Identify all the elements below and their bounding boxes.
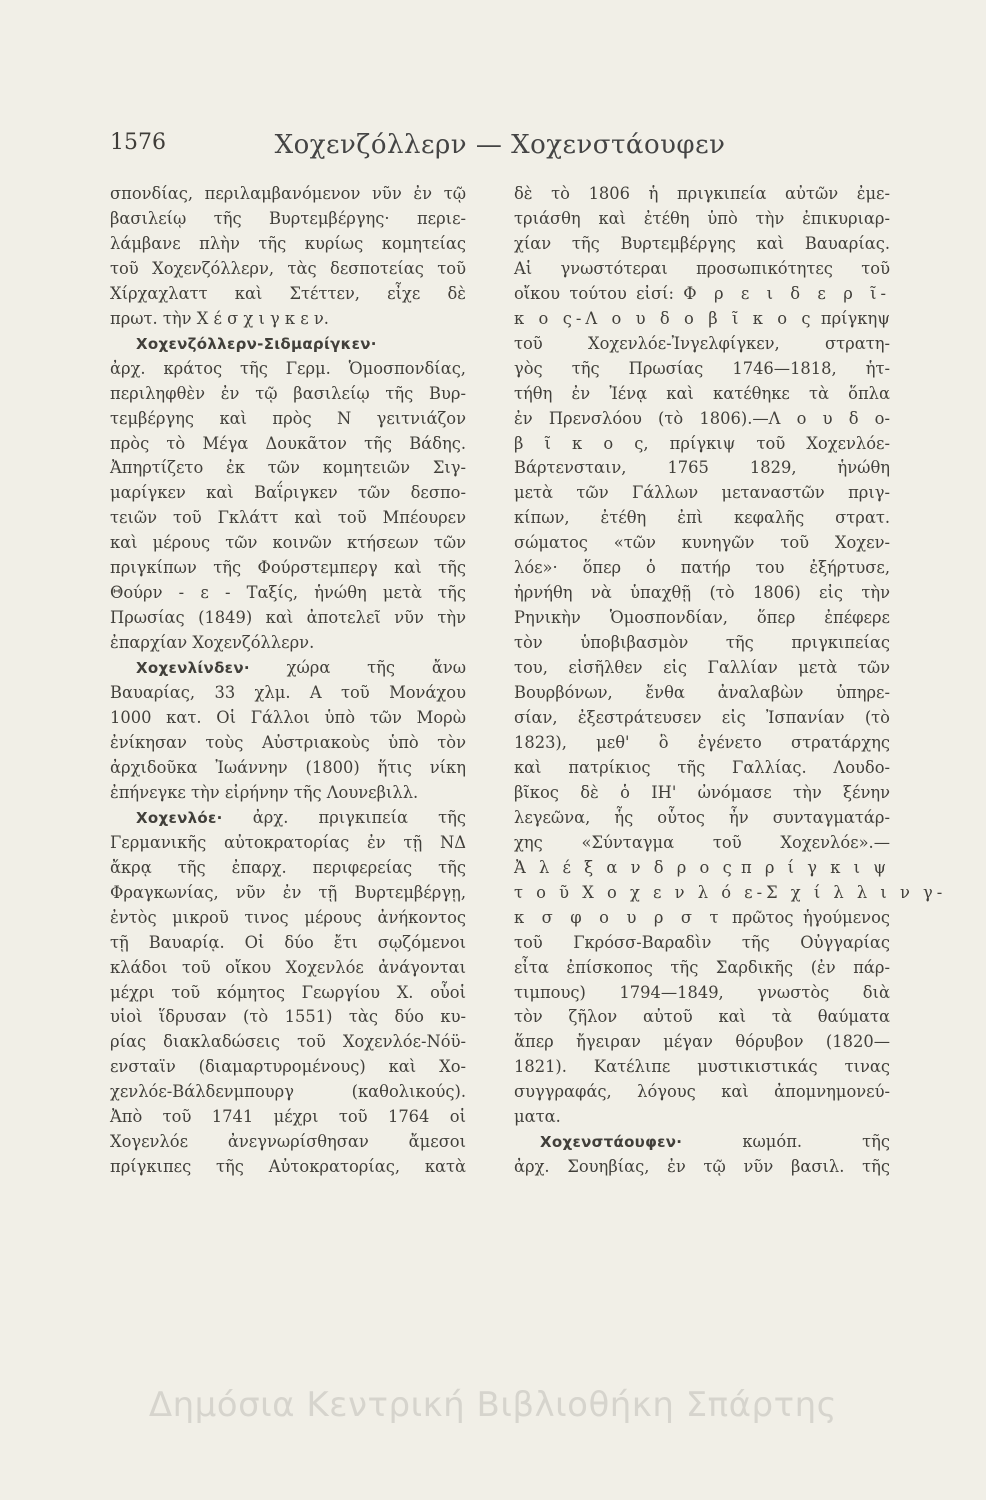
text-line: ἀρχ. Σουηβίας, ἐν τῷ νῦν βασιλ. τῆς — [514, 1157, 890, 1177]
text-line: κίπων, ἐτέθη ἐπὶ κεφαλῆς στρατ. — [514, 508, 890, 528]
text-line: Αἱ γνωστότεραι προσωπικότητες τοῦ — [514, 258, 890, 278]
text-line: σίαν, ἐξεστράτευσεν εἰς Ἰσπανίαν (τὸ — [514, 708, 890, 728]
text-line: Βαυαρίας, 33 χλμ. Α τοῦ Μονάχου — [110, 683, 466, 703]
text-line: καὶ μέρους τῶν κοινῶν κτήσεων τῶν — [110, 533, 466, 553]
entry-heading: Χοχενλίνδεν· — [136, 659, 250, 678]
text-line: ἠρνήθη νὰ ὑπαχθῇ (τὸ 1806) εἰς τὴν — [514, 583, 890, 603]
text-line: χενλόε-Βάλδενμπουργ (καθολικούς). — [110, 1082, 466, 1102]
text-line: Φραγκωνίας, νῦν ἐν τῇ Βυρτεμβέργῃ, — [110, 882, 466, 902]
text-line: βασιλείῳ τῆς Βυρτεμβέργης· περιε- — [110, 208, 466, 228]
text-line: χίαν τῆς Βυρτεμβέργης καὶ Βαυαρίας. — [514, 233, 890, 253]
text-line: μαρίγκεν καὶ Βαΐριγκεν τῶν δεσπο- — [110, 483, 466, 503]
text-line: πρὸς τὸ Μέγα Δουκᾶτον τῆς Βάδης. — [110, 433, 466, 453]
text-line: β ῖ κ ο ς, πρίγκιψ τοῦ Χοχενλόε- — [514, 433, 890, 453]
page-header — [110, 130, 890, 170]
entry-heading: Χοχενστάουφεν· — [540, 1133, 683, 1152]
text-line: Ἀπὸ τοῦ 1741 μέχρι τοῦ 1764 οἱ — [110, 1107, 466, 1127]
entry-line — [110, 806, 466, 831]
spaced-name: Φ ρ ε ι δ ε ρ ῖ- — [683, 283, 890, 303]
text-line: δὲ τὸ 1806 ἡ πριγκιπεία αὐτῶν ἐμε- — [514, 184, 890, 203]
text-line: ματα. — [514, 1107, 561, 1127]
spaced-name: τ ο ῦ Χ ο χ ε ν λ ό ε-Σ χ ί λ λ ι ν γ- — [514, 882, 947, 902]
text-line: Βουρβόνων, ἔνθα ἀναλαβὼν ὑπηρε- — [514, 683, 890, 703]
text-line — [514, 282, 890, 307]
library-watermark: Δημόσια Κεντρική Βιβλιοθήκη Σπάρτης — [148, 1385, 838, 1425]
text-line: Χογενλόε ἀνεγνωρίσθησαν ἄμεσοι — [110, 1132, 466, 1152]
text-line: ἐπήνεγκε τὴν εἰρήνην τῆς Λουνεβιλλ. — [110, 782, 419, 802]
text-line: 1823), μεθ' ὃ ἐγένετο στρατάρχης — [514, 732, 890, 752]
entry-text: κωμόπ. τῆς — [742, 1132, 890, 1152]
text-line: συγγραφάς, λόγους καὶ ἀπομνημονεύ- — [514, 1082, 890, 1102]
text-line: Βάρτενσταιν, 1765 1829, ἡνώθη — [514, 458, 890, 478]
text-line: Χίρχαχλαττ καὶ Στέττεν, εἶχε δὲ — [110, 283, 466, 303]
text-run: οἴκου τούτου εἰσί: — [514, 283, 674, 303]
left-column — [110, 182, 466, 1180]
text-line: ἀρχ. κράτος τῆς Γερμ. Ὁμοσπονδίας, — [110, 358, 466, 378]
text-line: μέχρι τοῦ κόμητος Γεωργίου Χ. οὗοἱ — [110, 982, 466, 1002]
text-line: του, εἰσῆλθεν εἰς Γαλλίαν μετὰ τῶν — [514, 658, 890, 678]
text-line: ἀρχιδοῦκα Ἰωάννην (1800) ἥτις νίκη — [110, 757, 466, 777]
text-line: βῖκος δὲ ὁ ΙΗ' ὠνόμασε τὴν ξένην — [514, 782, 890, 802]
text-line: ἐν Πρενσλόου (τὸ 1806).—Λ ο υ δ ο- — [514, 408, 890, 428]
text-run: πρίγκηψ — [820, 308, 890, 328]
page-number: 1576 — [110, 130, 166, 155]
text-line — [514, 856, 890, 881]
text-line: Θούρν - ε - Ταξίς, ἡνώθη μετὰ τῆς — [110, 583, 466, 603]
text-line — [514, 307, 890, 332]
text-line: Πρωσίας (1849) καὶ ἀποτελεῖ νῦν τὴν — [110, 608, 466, 628]
text-line: ενσταϊν (διαμαρτυρομένους) καὶ Χο- — [110, 1057, 466, 1077]
text-run: πρῶτος ἡγούμενος — [732, 907, 891, 927]
right-column — [514, 182, 947, 1180]
text-line: πρίγκιπες τῆς Αὐτοκρατορίας, κατὰ — [110, 1157, 466, 1177]
text-line: εἶτα ἐπίσκοπος τῆς Σαρδικῆς (ἐν πάρ- — [514, 957, 890, 977]
text-line: μετὰ τῶν Γάλλων μεταναστῶν πριγ- — [514, 483, 890, 503]
text-line: τῇ Βαυαρίᾳ. Οἱ δύο ἔτι σῳζόμενοι — [110, 932, 466, 952]
text-line: λόε»· ὅπερ ὁ πατήρ του ἐξήρτυσε, — [514, 558, 890, 578]
text-line: γὸς τῆς Πρωσίας 1746—1818, ἡτ- — [514, 358, 890, 378]
text-line: λάμβανε πλὴν τῆς κυρίως κομητείας — [110, 233, 466, 253]
text-line: Γερμανικῆς αὐτοκρατορίας ἐν τῇ ΝΔ — [110, 832, 466, 852]
text-line: τριάσθη καὶ ἐτέθη ὑπὸ τὴν ἐπικυριαρ- — [514, 208, 890, 228]
entry-heading: Χοχενλόε· — [136, 808, 223, 827]
text-line: λεγεῶνα, ἧς οὗτος ἦν συνταγματάρ- — [514, 807, 890, 827]
text-line: ἄκρᾳ τῆς ἐπαρχ. περιφερείας τῆς — [110, 857, 466, 877]
text-line: καὶ πατρίκιος τῆς Γαλλίας. Λουδο- — [514, 757, 890, 777]
text-line: σώματος «τῶν κυνηγῶν τοῦ Χοχεν- — [514, 533, 890, 553]
text-line: 1000 κατ. Οἱ Γάλλοι ὑπὸ τῶν Μορὼ — [110, 708, 466, 728]
text-line: ἐνίκησαν τοὺς Αὐστριακοὺς ὑπὸ τὸν — [110, 732, 466, 752]
text-line: τήθη ἐν Ἰένᾳ καὶ κατέθηκε τὰ ὅπλα — [514, 383, 890, 403]
text-line: περιληφθὲν ἐν τῷ βασιλείῳ τῆς Βυρ- — [110, 383, 466, 403]
text-line: Ἀπηρτίζετο ἐκ τῶν κομητειῶν Σιγ- — [110, 458, 466, 478]
text-line: ρίας διακλαδώσεις τοῦ Χοχενλόε-Νόϋ- — [110, 1032, 466, 1052]
text-line: τοῦ Γκρόσσ-Βαραδὶν τῆς Οὐγγαρίας — [514, 932, 890, 952]
text-line: ἅπερ ἤγειραν μέγαν θόρυβον (1820— — [514, 1032, 890, 1052]
text-line: ἐντὸς μικροῦ τινος μέρους ἀνήκοντος — [110, 907, 466, 927]
running-title: Χοχενζόλλερν — Χοχενστάουφεν — [274, 130, 726, 160]
text-line: πριγκίπων τῆς Φούρστεμπεργ καὶ τῆς — [110, 558, 466, 578]
text-line — [514, 906, 890, 931]
entry-heading: Χοχενζόλλερν-Σιδμαρίγκεν· — [136, 334, 377, 353]
entry-line — [514, 1130, 890, 1155]
entry-line — [110, 332, 466, 357]
spaced-name: κ σ φ ο υ ρ σ τ — [514, 907, 723, 927]
text-line: κλάδοι τοῦ οἴκου Χοχενλόε ἀνάγονται — [110, 957, 466, 977]
text-line: τοῦ Χοχενζόλλερν, τὰς δεσποτείας τοῦ — [110, 258, 466, 278]
text-line: σπονδίας, περιλαμβανόμενον νῦν ἐν τῷ — [110, 184, 466, 203]
text-line: πρωτ. τὴν Χ έ σ χ ι γ κ ε ν. — [110, 308, 329, 328]
text-line: τιμπους) 1794—1849, γνωστὸς διὰ — [514, 982, 890, 1002]
text-line: υἱοὶ ἵδρυσαν (τὸ 1551) τὰς δύο κυ- — [110, 1007, 466, 1027]
text-line: τειῶν τοῦ Γκλάττ καὶ τοῦ Μπέουρεν — [110, 508, 466, 528]
text-line — [514, 881, 947, 906]
text-line: τὸν ζῆλον αὐτοῦ καὶ τὰ θαύματα — [514, 1007, 890, 1027]
spaced-name: π ρ ί γ κ ι ψ — [740, 857, 891, 877]
entry-line — [110, 656, 466, 681]
text-line: ἐπαρχίαν Χοχενζόλλερν. — [110, 633, 315, 653]
text-line: τοῦ Χοχενλόε-Ἰνγελφίγκεν, στρατη- — [514, 333, 890, 353]
entry-text: ἀρχ. πριγκιπεία τῆς — [252, 807, 466, 827]
text-line: Ρηνικὴν Ὁμοσπονδίαν, ὅπερ ἐπέφερε — [514, 608, 890, 628]
text-line: χης «Σύνταγμα τοῦ Χοχενλόε».— — [514, 832, 890, 852]
spaced-name: Ἀ λ έ ξ α ν δ ρ ο ς — [514, 857, 736, 877]
text-line: 1821). Κατέλιπε μυστικιστικάς τινας — [514, 1057, 890, 1077]
entry-text: χώρα τῆς ἄνω — [286, 658, 466, 678]
text-line: τεμβέργης καὶ πρὸς Ν γειτνιάζον — [110, 408, 466, 428]
text-line: τὸν ὑποβιβασμὸν τῆς πριγκιπείας — [514, 633, 890, 653]
spaced-name: κ ο ς-Λ ο υ δ ο β ῖ κ ο ς — [514, 308, 815, 328]
